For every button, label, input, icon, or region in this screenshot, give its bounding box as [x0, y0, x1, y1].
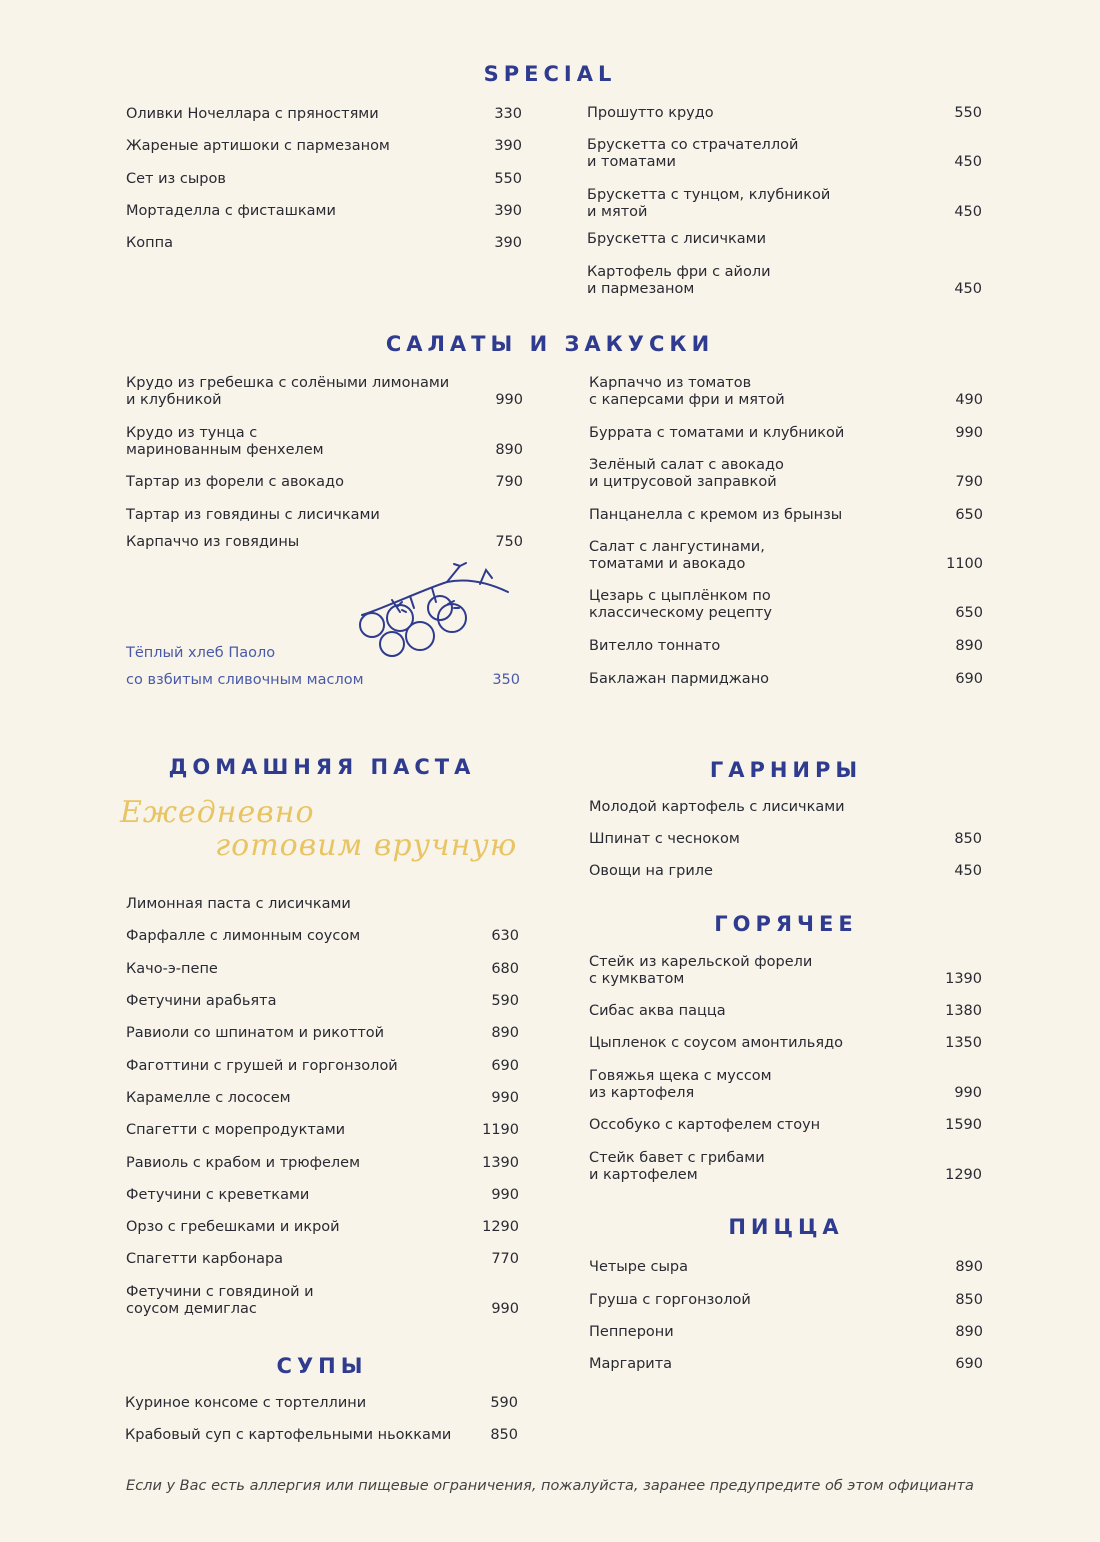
item-price: 850 — [490, 1427, 518, 1443]
menu-item — [589, 863, 982, 880]
item-price: 330 — [494, 106, 522, 122]
item-price: 1390 — [482, 1155, 519, 1171]
pasta-heading: ДОМАШНЯЯ ПАСТА — [168, 755, 476, 779]
item-price: 850 — [955, 1292, 983, 1308]
item-name: Вителло тоннато — [589, 638, 721, 654]
item-price: 890 — [955, 1259, 983, 1275]
item-name: Пепперони — [589, 1324, 674, 1340]
item-price: 550 — [954, 105, 982, 121]
item-price: 1380 — [945, 1003, 982, 1019]
item-price: 1350 — [945, 1035, 982, 1051]
menu-item — [587, 137, 982, 171]
item-name: Фетучини с говядиной и соусом демиглас — [126, 1284, 314, 1317]
item-name: Брускетта со страчателлой и томатами — [587, 137, 799, 170]
menu-item — [126, 235, 522, 252]
hot-heading: ГОРЯЧЕЕ — [714, 912, 858, 936]
item-name: Фетучини арабьята — [126, 993, 277, 1009]
item-price: 990 — [954, 1085, 982, 1101]
item-price: 790 — [495, 474, 523, 490]
menu-item — [126, 425, 523, 459]
item-name: Карпаччо из томатов с каперсами фри и мятой — [589, 375, 785, 408]
menu-item — [126, 1025, 519, 1042]
menu-item — [589, 799, 982, 816]
item-price: 450 — [954, 154, 982, 170]
item-price: 690 — [955, 671, 983, 687]
menu-item — [126, 1155, 519, 1172]
menu-item — [125, 1427, 518, 1444]
menu-item — [126, 138, 522, 155]
item-price: 690 — [491, 1058, 519, 1074]
item-price: 590 — [490, 1395, 518, 1411]
item-price: 990 — [491, 1301, 519, 1317]
item-price: 450 — [954, 281, 982, 297]
item-name: Куриное консоме с тортеллини — [125, 1395, 367, 1411]
menu-item — [589, 375, 983, 409]
item-price: 750 — [495, 534, 523, 550]
item-name: Цыпленок с соусом амонтильядо — [589, 1035, 843, 1051]
item-name: Сибас аква пацца — [589, 1003, 726, 1019]
item-name: Фарфалле с лимонным соусом — [126, 928, 361, 944]
item-price: 890 — [955, 1324, 983, 1340]
item-price: 770 — [491, 1251, 519, 1267]
menu-item — [126, 534, 523, 551]
menu-item — [589, 507, 983, 524]
item-name: со взбитым сливочным маслом — [126, 672, 364, 688]
soups-heading: СУПЫ — [276, 1354, 368, 1378]
item-price: 680 — [491, 961, 519, 977]
item-price: 490 — [955, 392, 983, 408]
salads-heading: САЛАТЫ И ЗАКУСКИ — [385, 332, 715, 356]
item-price: 390 — [494, 138, 522, 154]
menu-item — [589, 1003, 982, 1020]
menu-item — [125, 1395, 518, 1412]
menu-item — [587, 187, 982, 221]
menu-item — [589, 1117, 982, 1134]
menu-item — [587, 231, 982, 248]
item-price: 850 — [954, 831, 982, 847]
pizza-heading: ПИЦЦА — [728, 1215, 844, 1239]
menu-item — [589, 425, 983, 442]
item-name: Брускетта с лисичками — [587, 231, 767, 247]
item-price: 450 — [954, 204, 982, 220]
menu-item — [126, 928, 519, 945]
menu-item — [126, 375, 523, 409]
menu-item — [126, 645, 520, 662]
menu-item — [589, 1292, 983, 1309]
item-name: Молодой картофель с лисичками — [589, 799, 845, 815]
item-name: Оссобуко с картофелем стоун — [589, 1117, 821, 1133]
menu-item — [126, 507, 523, 524]
item-name: Спагетти карбонара — [126, 1251, 284, 1267]
menu-item — [126, 1122, 519, 1139]
menu-item — [126, 1058, 519, 1075]
item-name: Брускетта с тунцом, клубникой и мятой — [587, 187, 831, 220]
item-name: Прошутто крудо — [587, 105, 714, 121]
menu-item — [126, 474, 523, 491]
menu-item — [589, 588, 983, 622]
item-name: Тёплый хлеб Паоло — [126, 645, 276, 661]
menu-item — [587, 264, 982, 298]
menu-item — [126, 993, 519, 1010]
item-price: 1290 — [482, 1219, 519, 1235]
item-price: 990 — [491, 1090, 519, 1106]
menu-item — [589, 1324, 983, 1341]
item-price: 650 — [955, 507, 983, 523]
item-name: Фетучини с креветками — [126, 1187, 310, 1203]
item-name: Равиоль с крабом и трюфелем — [126, 1155, 361, 1171]
item-price: 1190 — [482, 1122, 519, 1138]
item-name: Панцанелла с кремом из брынзы — [589, 507, 843, 523]
menu-item — [126, 1090, 519, 1107]
item-price: 450 — [954, 863, 982, 879]
menu-item — [126, 672, 520, 689]
menu-item — [126, 896, 519, 913]
item-name: Четыре сыра — [589, 1259, 689, 1275]
menu-item — [589, 1150, 982, 1184]
menu-item — [589, 831, 982, 848]
menu-item — [126, 961, 519, 978]
item-price: 350 — [492, 672, 520, 688]
menu-item — [589, 1259, 983, 1276]
menu-item — [589, 1068, 982, 1102]
item-price: 650 — [955, 605, 983, 621]
item-name: Крудо из гребешка с солёными лимонами и клубникой — [126, 375, 450, 408]
item-name: Мортаделла с фисташками — [126, 203, 336, 219]
menu-item — [589, 539, 983, 573]
item-name: Стейк бавет с грибами и картофелем — [589, 1150, 765, 1183]
item-price: 630 — [491, 928, 519, 944]
item-price: 1590 — [945, 1117, 982, 1133]
item-price: 1290 — [945, 1167, 982, 1183]
item-price: 690 — [955, 1356, 983, 1372]
item-price: 390 — [494, 235, 522, 251]
item-name: Баклажан пармиджано — [589, 671, 770, 687]
handwritten-note-line1: Ежедневно — [120, 795, 315, 830]
item-name: Салат с лангустинами, томатами и авокадо — [589, 539, 765, 572]
item-name: Коппа — [126, 235, 174, 251]
menu-item — [589, 954, 982, 988]
menu-item — [589, 1356, 983, 1373]
item-price: 1390 — [945, 971, 982, 987]
item-name: Говяжья щека с муссом из картофеля — [589, 1068, 772, 1101]
item-price: 790 — [955, 474, 983, 490]
menu-item — [126, 1284, 519, 1318]
item-name: Маргарита — [589, 1356, 673, 1372]
item-price: 590 — [491, 993, 519, 1009]
item-name: Овощи на гриле — [589, 863, 713, 879]
menu-item — [587, 105, 982, 122]
item-price: 1100 — [946, 556, 983, 572]
item-price: 890 — [491, 1025, 519, 1041]
garnish-heading: ГАРНИРЫ — [709, 758, 863, 782]
menu-item — [589, 1035, 982, 1052]
menu-item — [126, 106, 522, 123]
item-name: Сет из сыров — [126, 171, 226, 187]
item-price: 990 — [491, 1187, 519, 1203]
menu-item — [126, 1251, 519, 1268]
item-name: Цезарь с цыплёнком по классическому рецепту — [589, 588, 772, 621]
item-name: Жареные артишоки с пармезаном — [126, 138, 390, 154]
special-heading: SPECIAL — [483, 62, 617, 86]
item-price: 990 — [955, 425, 983, 441]
item-price: 890 — [495, 442, 523, 458]
item-price: 550 — [494, 171, 522, 187]
item-name: Оливки Ночеллара с пряностями — [126, 106, 379, 122]
allergy-notice: Если у Вас есть аллергия или пищевые ограничения, пожалуйста, заранее предупредите об этом официанта — [126, 1478, 974, 1494]
menu-item — [589, 671, 983, 688]
item-name: Качо-э-пепе — [126, 961, 218, 977]
item-name: Крудо из тунца с маринованным фенхелем — [126, 425, 324, 458]
item-name: Карамелле с лососем — [126, 1090, 291, 1106]
item-name: Буррата с томатами и клубникой — [589, 425, 845, 441]
item-name: Картофель фри с айоли и пармезаном — [587, 264, 771, 297]
item-price: 390 — [494, 203, 522, 219]
item-name: Орзо с гребешками и икрой — [126, 1219, 340, 1235]
item-name: Карпаччо из говядины — [126, 534, 300, 550]
item-name: Лимонная паста с лисичками — [126, 896, 351, 912]
item-name: Шпинат с чесноком — [589, 831, 740, 847]
menu-item — [589, 638, 983, 655]
item-name: Груша с горгонзолой — [589, 1292, 751, 1308]
item-name: Равиоли со шпинатом и рикоттой — [126, 1025, 385, 1041]
menu-item — [126, 203, 522, 220]
item-name: Крабовый суп с картофельными ньокками — [125, 1427, 452, 1443]
item-price: 990 — [495, 392, 523, 408]
menu-item — [589, 457, 983, 491]
menu-item — [126, 1187, 519, 1204]
handwritten-note-line2: готовим вручную — [215, 828, 518, 863]
menu-item — [126, 1219, 519, 1236]
item-name: Спагетти с морепродуктами — [126, 1122, 346, 1138]
item-name: Стейк из карельской форели с кумкватом — [589, 954, 813, 987]
item-name: Тартар из говядины с лисичками — [126, 507, 380, 523]
item-price: 890 — [955, 638, 983, 654]
item-name: Фаготтини с грушей и горгонзолой — [126, 1058, 398, 1074]
menu-item — [126, 171, 522, 188]
item-name: Тартар из форели с авокадо — [126, 474, 344, 490]
item-name: Зелёный салат с авокадо и цитрусовой заправкой — [589, 457, 784, 490]
